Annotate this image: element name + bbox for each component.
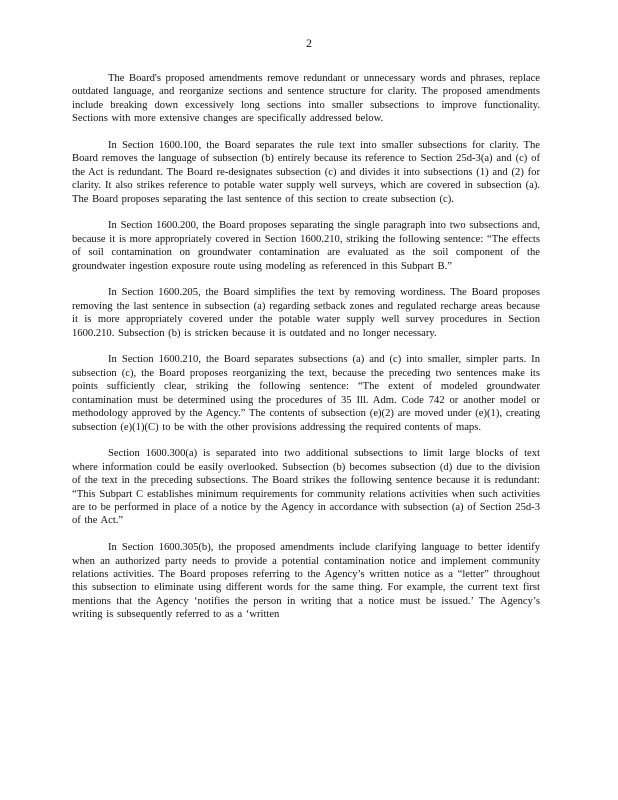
paragraph-section-1600-100: In Section 1600.100, the Board separates the rule text into smaller subsections for clarity. The Board removes the language of subsection (b) entirely because its reference to Section 25d-3(a) and (c) of the Act is redundant. The Board re-designates subsection (c) and divides it into subsections (1) and (2) for clarity. It also strikes reference to potable water supply well surveys, which are covered in subsection (a). The Board proposes separating the last sentence of this section to create subsection (c). — [72, 140, 540, 205]
paragraph-section-1600-210: In Section 1600.210, the Board separates subsections (a) and (c) into smaller, simpler parts. In subsection (c), the Board proposes reorganizing the text, because the preceding two sentences make its points sufficiently clear, striking the following sentence: “The extent of modeled groundwater contamination must be determined using the procedures of 35 Ill. Adm. Code 742 or another model or methodology approved by the Agency.” The contents of subsection (e)(2) are moved under (e)(1), creating subsection (e)(1)(C) to be with the other provisions addressing the required contents of maps. — [72, 354, 540, 433]
paragraph-section-1600-205: In Section 1600.205, the Board simplifies the text by removing wordiness. The Board proposes removing the last sentence in subsection (a) regarding setback zones and regulated recharge areas because it is more appropriately covered under the potable water supply well survey procedures in Section 1600.210. Subsection (b) is stricken because it is outdated and no longer necessary. — [72, 287, 540, 339]
paragraph-section-1600-200: In Section 1600.200, the Board proposes separating the single paragraph into two subsections and, because it is more appropriately covered in Section 1600.210, striking the following sentence: “The effects of soil contamination on groundwater contamination are evaluated as the soil component of the groundwater ingestion exposure route using modeling as referenced in this Subpart B.” — [72, 220, 540, 272]
paragraph-section-1600-300: Section 1600.300(a) is separated into two additional subsections to limit large blocks of text where information could be easily overlooked. Subsection (b) becomes subsection (d) due to the division of the text in the preceding subsections. The Board strikes the following sentence because it is redundant: “This Subpart C establishes minimum requirements for community relations activities when such activities are to be performed in place of a notice by the Agency in accordance with subsection (a) of Section 25d-3 of the Act.” — [72, 448, 540, 527]
paragraph-section-1600-305: In Section 1600.305(b), the proposed amendments include clarifying language to better identify when an authorized party needs to provide a potential contamination notice and implement community relations activities. The Board proposes referring to the Agency’s written notice as a “letter” throughout this subsection to eliminate using different words for the same thing. For example, the current text first mentions that the Agency ‘notifies the person in writing that a notice must be issued.’ The Agency’s writing is subsequently referred to as a ‘written — [72, 542, 540, 621]
paragraph-overview: The Board's proposed amendments remove redundant or unnecessary words and phrases, replace outdated language, and reorganize sections and sentence structure for clarity. The proposed amendments include breaking down excessively long sections into smaller subsections to improve functionality. Sections with more extensive changes are specifically addressed below. — [72, 73, 540, 125]
page-number: 2 — [306, 36, 312, 50]
document-body — [72, 72, 540, 635]
